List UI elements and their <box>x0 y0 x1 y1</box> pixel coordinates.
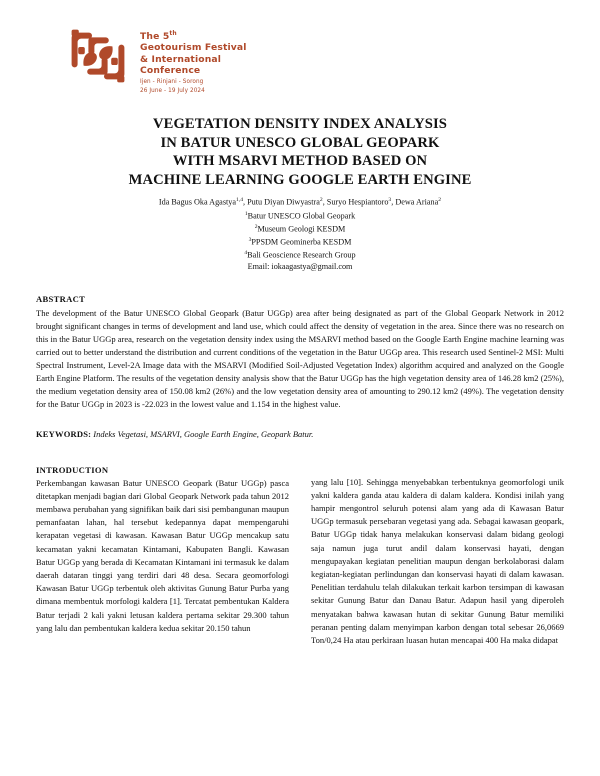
logo-line-4: Conference <box>140 65 201 77</box>
title-line-1: VEGETATION DENSITY INDEX ANALYSIS <box>152 116 448 132</box>
author-1-name: Ida Bagus Oka Agastya <box>158 198 237 208</box>
author-3-name: , Suryo Hespiantoro <box>322 198 389 208</box>
affiliation-2-text: Museum Geologi KESDM <box>257 224 346 234</box>
keywords-label: KEYWORDS: <box>36 428 92 439</box>
affiliation-1 <box>36 209 564 222</box>
contact-email: Email: iokaagastya@gmail.com <box>247 262 353 272</box>
introduction-left-paragraph: Perkembangan kawasan Batur UNESCO Geopark (Batur UGGp) pasca ditetapkan menjadi bagian dari Global Geopark Network pada tahun 2012 membawa perubahan yang signifikan baik dari sisi pembangunan maupun pemanfaatan lahan, hal tersebut kedepannya dapat mempengaruhi kerapatan vegetasi di kawasan. Kawasan Batur UGGp mencakup satu kecamatan yakni kecamatan Kintamani, Kabupaten Bangli. Kawasan Batur UGGp yang berada di Kecamatan Kintamani ini termasuk ke dalam daerah dataran tinggi yang terdiri dari 48 desa. Secara geomorfologi Kawasan Batur UGGp terbentuk oleh aktivitas Gunung Batur Purba yang dimana membentuk morfologi kaldera [1]. Tercatat pembentukan Kaldera Batur terjadi 2 kali yakni letusan kaldera pertama sekitar 29.300 tahun yang lalu dan pembentukan kaldera kedua sekitar 20.150 tahun <box>36 477 289 633</box>
column-right-spacer <box>311 465 564 476</box>
title-line-3: WITH MSARVI METHOD BASED ON <box>172 153 428 170</box>
logo-line-1 <box>140 28 247 42</box>
affiliation-2 <box>36 222 564 235</box>
geotourism-festival-logo-icon <box>68 26 128 86</box>
affiliation-1-text: Batur UNESCO Global Geopark <box>247 211 356 221</box>
logo-line-1-text: The 5 <box>140 31 170 43</box>
author-2-sup: 2 <box>319 197 323 204</box>
conference-logo-text <box>140 26 247 96</box>
author-list <box>36 195 564 208</box>
keywords-terms: Indeks Vegetasi, MSARVI, Google Earth Engine, Geopark Batur. <box>93 428 314 439</box>
abstract-heading: ABSTRACT <box>36 294 86 305</box>
conference-header <box>36 0 564 98</box>
affiliation-4-sup: 4 <box>244 249 248 256</box>
affiliation-3-sup: 3 <box>248 236 252 243</box>
column-left <box>36 465 289 648</box>
affiliation-4-text: Bali Geoscience Research Group <box>247 250 356 260</box>
author-3-sup: 3 <box>388 197 392 204</box>
introduction-right-paragraph: yang lalu [10]. Sehingga menyebabkan terbentuknya geomorfologi unik yakni kaldera ganda atau kaldera di dalam kaldera. Kondisi inilah yang hampir mengontrol seluruh potensi alam yang ada di Kawasan Batur UGGp termasuk persebaran vegetasi yang ada. Sebagai kawasan geopark, Batur UGGp tidak hanya melakukan konservasi dalam bidang geologi saja namun juga turut andil dalam konservasi hayati, dengan mengupayakan kegiatan penelitian maupun dengan berkolaborasi dalam kegiatan-kegiatan perlindungan dan konservasi hayati di dalam kawasan. Penelitian terdahulu telah dilakukan terkait karbon tersimpan di kawasan sekitar Gunung Batur dan Danau Batur. Adapun hasil yang diperoleh menyatakan bahwa kawasan hutan di sekitar Gunung Batur memiliki peranan penting dalam menyimpan karbon dengan total sebesar 26,0669 Ton/0,24 Ha atau perkiraan luasan hutan mencapai 400 Ha maka didapat <box>311 476 564 646</box>
affiliation-4 <box>36 248 564 261</box>
affiliation-1-sup: 1 <box>244 210 248 217</box>
logo-dates: 26 June - 19 July 2024 <box>140 88 205 95</box>
author-4-sup: 2 <box>438 197 442 204</box>
author-1-sup: 1,4 <box>236 197 244 204</box>
page-title <box>36 115 564 189</box>
logo-line-3: & International <box>140 53 222 65</box>
introduction-heading: INTRODUCTION <box>36 464 109 475</box>
abstract-section <box>36 294 564 440</box>
author-4-name: , Dewa Ariana <box>391 198 439 208</box>
affiliation-3 <box>36 235 564 248</box>
column-right <box>311 465 564 648</box>
affiliation-3-text: PPSDM Geominerba KESDM <box>251 237 352 247</box>
body-columns <box>36 465 564 648</box>
title-line-4: MACHINE LEARNING GOOGLE EARTH ENGINE <box>128 171 472 188</box>
author-2-name: , Putu Diyan Diwyastra <box>243 198 320 208</box>
keywords-line <box>36 428 564 441</box>
abstract-body: The development of the Batur UNESCO Global Geopark (Batur UGGp) area after being designated as part of the Global Geopark Network in 2012 brought significant changes in terms of development and land use, which could affect the density of vegetation in the area. Since there was no research on this in the Batur UGGp area, research on the vegetation density index using the MSARVI method based on the Google Earth Engine machine learning was carried out to better understand the distribution and current conditions of the vegetation in the Batur UGGp area. This research used Sentinel-2 MSI: Multi Spectral Instrument, Level-2A Image data with the MSARVI (Modified Soil-Adjusted Vegetation Index) algorithm acquired and analyzed on the Google Earth Engine Platform. The results of the vegetation density analysis show that the Batur UGGp has the high vegetation density area of 146.28 km2 (25%), the medium vegetation density area of 150.08 km2 (26%) and the low vegetation density area of amounting to 290.12 km2 (49%). The vegetation density for the Batur UGGp in 2023 is -22.023 in the lowest value and 1.154 in the highest value. <box>36 308 564 409</box>
affiliation-2-sup: 2 <box>254 223 258 230</box>
title-line-2: IN BATUR UNESCO GLOBAL GEOPARK <box>160 134 440 151</box>
logo-locations: Ijen - Rinjani - Sorong <box>140 78 204 85</box>
logo-line-2: Geotourism Festival <box>140 42 247 54</box>
logo-line-1-sup: th <box>169 30 177 37</box>
